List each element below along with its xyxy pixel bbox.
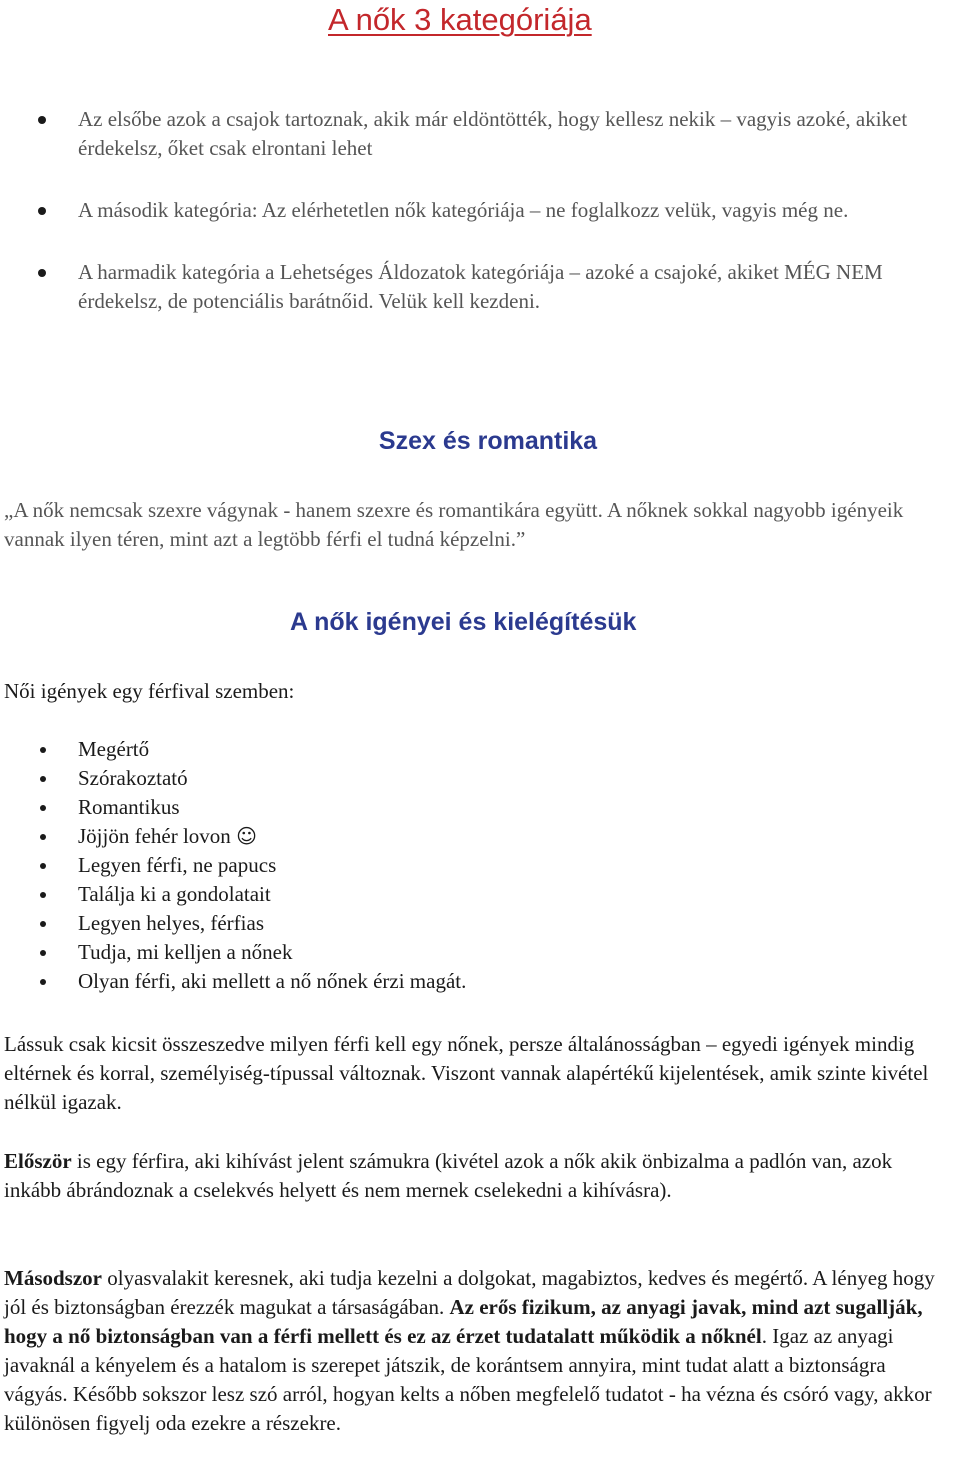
bullet-icon bbox=[38, 269, 46, 277]
list-item bbox=[0, 880, 960, 909]
quote-paragraph: „A nők nemcsak szexre vágynak - hanem szexre és romantikára együtt. A nőknek sokkal nagyobb igényeik vannak ilyen téren, mint azt a legtöbb férfi el tudná képzelni.” bbox=[4, 498, 904, 551]
bullet-icon bbox=[38, 116, 46, 124]
emphasis-security: Az erős fizikum, az anyagi javak, mind azt sugallják, hogy a nő biztonságban van a férfi mellett és ez az érzet tudatalatt működik a nőknél bbox=[4, 1295, 923, 1348]
need-text: Legyen férfi, ne papucs bbox=[78, 853, 277, 877]
list-item bbox=[0, 851, 960, 880]
list-item bbox=[0, 793, 960, 822]
section-heading-needs: A nők igényei és kielégítésük bbox=[290, 608, 637, 636]
need-text: Olyan férfi, aki mellett a nő nőnek érzi magát. bbox=[78, 969, 467, 993]
need-text: Tudja, mi kelljen a nőnek bbox=[78, 940, 293, 964]
bullet-icon bbox=[38, 207, 46, 215]
bullet-icon bbox=[40, 950, 46, 956]
paragraph-text: olyasvalakit keresnek, aki tudja kezelni a dolgokat, magabiztos, kedves és megértő. A lényeg hogy jól és biztonságban érezzék magukat a társaságában. bbox=[4, 1266, 935, 1319]
emphasis-first: Először bbox=[4, 1149, 72, 1173]
need-text: Megértő bbox=[78, 737, 150, 761]
paragraph-text: . Igaz az anyagi javaknál a kényelem és a hatalom is szerepet játszik, de korántsem annyira, mint tudat alatt a biztonságra vágyás. Később sokszor lesz szó arról, hogyan kelts a nőben megfelelő tudatot - ha vézna és csóró vagy, akkor különösen figyelj oda ezekre a részekre. bbox=[4, 1324, 932, 1435]
list-item bbox=[0, 196, 960, 225]
need-text: Romantikus bbox=[78, 795, 180, 819]
need-text: Szórakoztató bbox=[78, 766, 188, 790]
bullet-icon bbox=[40, 776, 46, 782]
needs-intro: Női igények egy férfival szemben: bbox=[4, 679, 295, 703]
paragraph-text: is egy férfira, aki kihívást jelent számukra (kivétel azok a nők akik önbizalma a padlón van, azok inkább ábrándoznak a cselekvés helyett és nem mernek cselekedni a kihívásra). bbox=[4, 1149, 893, 1202]
need-text: Találja ki a gondolatait bbox=[78, 882, 271, 906]
list-item bbox=[0, 764, 960, 793]
emphasis-second: Másodszor bbox=[4, 1266, 102, 1290]
list-item bbox=[0, 909, 960, 938]
category-text: Az elsőbe azok a csajok tartoznak, akik már eldöntötték, hogy kellesz nekik – vagyis azoké, akiket érdekelsz, őket csak elrontani lehet bbox=[78, 107, 908, 160]
list-item bbox=[0, 967, 960, 996]
page-title: A nők 3 kategóriája bbox=[328, 2, 592, 37]
bullet-icon bbox=[40, 863, 46, 869]
paragraph-second bbox=[4, 1264, 944, 1438]
paragraph-overview: Lássuk csak kicsit összeszedve milyen férfi kell egy nőnek, persze általánosságban – egyedi igények mindig eltérnek és korral, személyiség-típussal változnak. Viszont vannak alapértékű kijelentések, amik szinte kivétel nélkül igazak. bbox=[4, 1032, 929, 1114]
list-item bbox=[0, 258, 960, 316]
categories-list bbox=[0, 105, 960, 316]
list-item bbox=[0, 822, 960, 851]
bullet-icon bbox=[40, 921, 46, 927]
need-text: Jöjjön fehér lovon bbox=[78, 824, 231, 848]
bullet-icon bbox=[40, 892, 46, 898]
bullet-icon bbox=[40, 805, 46, 811]
list-item bbox=[0, 735, 960, 764]
list-item bbox=[0, 938, 960, 967]
needs-list bbox=[0, 735, 960, 996]
paragraph-first bbox=[4, 1147, 944, 1205]
category-text: A harmadik kategória a Lehetséges Áldozatok kategóriája – azoké a csajoké, akiket MÉG NEM érdekelsz, de potenciális barátnőid. Velük kell kezdeni. bbox=[78, 260, 883, 313]
bullet-icon bbox=[40, 747, 46, 753]
section-heading-sex: Szex és romantika bbox=[378, 427, 598, 455]
bullet-icon bbox=[40, 979, 46, 985]
need-text: Legyen helyes, férfias bbox=[78, 911, 264, 935]
smiley-icon: ☺ bbox=[236, 824, 257, 848]
list-item bbox=[0, 105, 960, 163]
bullet-icon bbox=[40, 834, 46, 840]
category-text: A második kategória: Az elérhetetlen nők kategóriája – ne foglalkozz velük, vagyis még ne. bbox=[78, 198, 849, 222]
